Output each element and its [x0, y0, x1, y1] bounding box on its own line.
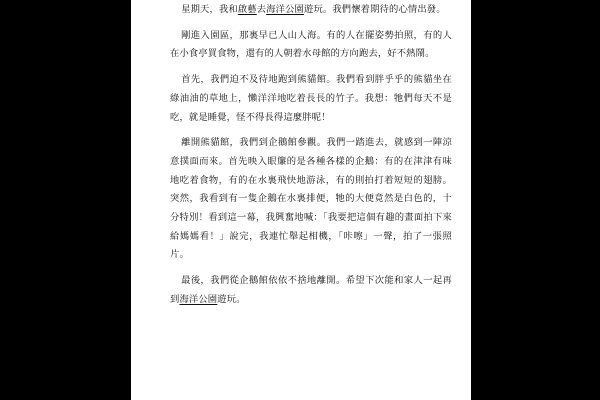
proper-noun-underlined: 啟藝 [237, 4, 257, 15]
text-run: 遊玩。我們懷着期待的心情出發。 [304, 4, 446, 15]
text-run: 首先，我們迫不及待地跑到熊貓館。我們看到胖乎乎的熊貓坐在綠油油的草地上，懶洋洋地吃着長長的竹子。我想：牠們每天不是吃，就是睡覺，怪不得長得這麼胖呢！ [170, 74, 452, 123]
text-run: 去 [256, 4, 267, 15]
document-body [170, 0, 452, 317]
text-run: 遊玩。 [217, 293, 246, 305]
paragraph [170, 27, 452, 64]
text-run: 最後，我們從企鵝館依依不捨地離開。希望下次能和家人一起再到 [170, 275, 452, 305]
paragraph [170, 71, 452, 127]
paragraph [170, 134, 452, 265]
proper-noun-underlined: 海洋公園 [179, 293, 218, 305]
text-run: 離開熊貓館，我們到企鵝館參觀。我們一踏進去，就感到一陣涼意撲面而來。首先映入眼簾的是各種各樣的企鵝：有的在津津有味地吃着食物，有的在水裏飛快地游泳，有的則拍打着短短的翅膀。突然，我看到有一隻企鵝在水裏排便，牠的大便竟然是白色的，十分特別！看到這一幕，我興奮地喊：「我要把這個有趣的畫面拍下來給媽媽看！」說完，我連忙舉起相機，「咔嚓」一聲，拍了一張照片。 [170, 137, 452, 261]
text-run: 星期天，我和 [181, 4, 238, 15]
document-page [131, 0, 471, 400]
paragraph [170, 1, 452, 20]
proper-noun-underlined: 海洋公園 [266, 4, 304, 15]
text-run: 剛進入園區，那裏早已人山人海。有的人在擺姿勢拍照，有的人在小食亭買食物，還有的人朝着水母館的方向跑去，好不熱鬧。 [170, 29, 452, 60]
paragraph [170, 272, 452, 309]
